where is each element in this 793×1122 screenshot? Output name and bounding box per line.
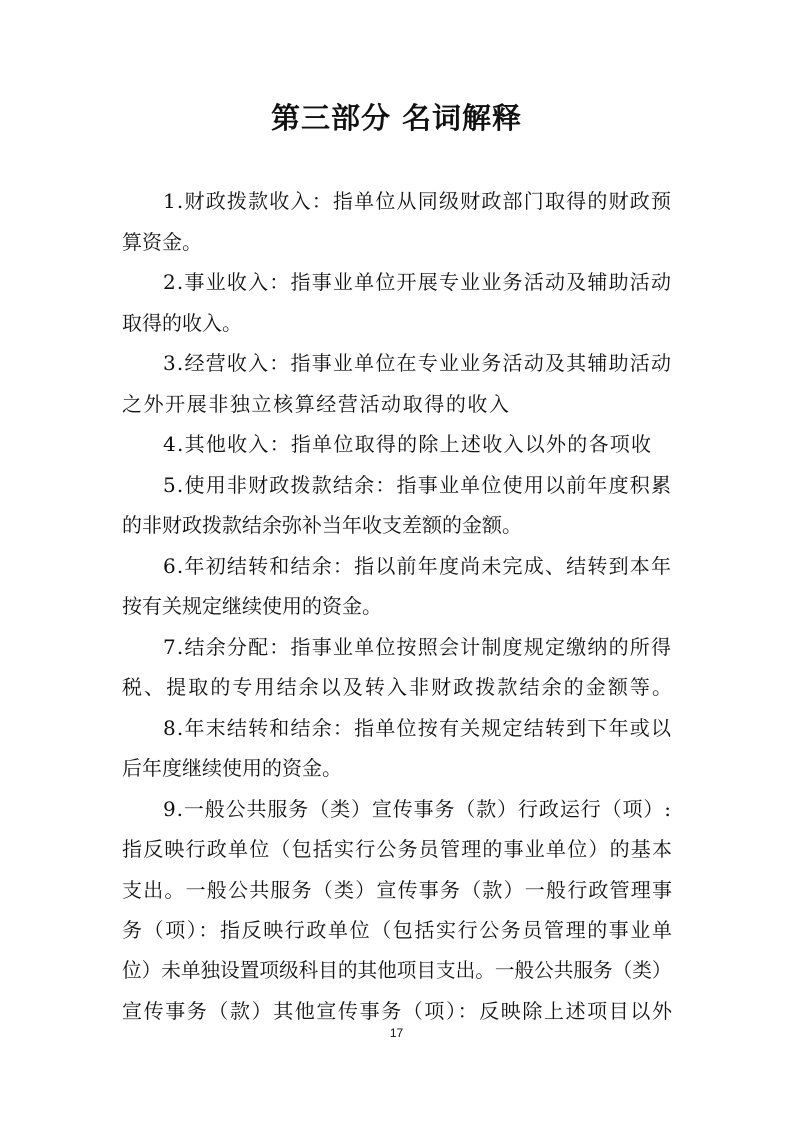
text-line: 7.结余分配：指事业单位按照会计制度规定缴纳的所得 — [163, 635, 673, 659]
text-line: 务（项）：指反映行政单位（包括实行公务员管理的事业单 — [122, 918, 674, 942]
text-line: 的非财政拨款结余弥补当年收支差额的金额。 — [122, 513, 522, 537]
text-line: 指反映行政单位（包括实行公务员管理的事业单位）的基本 — [122, 837, 674, 861]
page-title: 第三部分 名词解释 — [270, 101, 523, 135]
text-line: 支出。一般公共服务（类）宣传事务（款）一般行政管理事 — [122, 878, 674, 902]
page-number: 17 — [389, 1026, 404, 1040]
text-line: 后年度继续使用的资金。 — [122, 756, 342, 780]
text-line: 2.事业收入：指事业单位开展专业业务活动及辅助活动 — [163, 270, 673, 294]
text-line: 按有关规定继续使用的资金。 — [122, 594, 382, 618]
text-line: 取得的收入。 — [122, 311, 242, 335]
text-line: 5.使用非财政拨款结余：指事业单位使用以前年度积累 — [163, 473, 673, 497]
text-line: 4.其他收入：指单位取得的除上述收入以外的各项收 — [163, 432, 653, 456]
text-line: 8.年末结转和结余：指单位按有关规定结转到下年或以 — [163, 716, 673, 740]
text-line: 算资金。 — [122, 230, 202, 254]
text-line: 1.财政拨款收入：指单位从同级财政部门取得的财政预 — [163, 189, 673, 213]
text-line: 6.年初结转和结余：指以前年度尚未完成、结转到本年 — [163, 554, 673, 578]
text-line: 宣传事务（款）其他宣传事务（项）：反映除上述项目以外 — [122, 999, 674, 1023]
text-line: 9.一般公共服务（类）宣传事务（款）行政运行（项）: — [163, 797, 672, 821]
text-line: 税、提取的专用结余以及转入非财政拨款结余的金额等。 — [122, 675, 675, 699]
text-line: 位）未单独设置项级科目的其他项目支出。一般公共服务（类） — [122, 959, 672, 982]
text-line: 3.经营收入：指事业单位在专业业务活动及其辅助活动 — [163, 351, 673, 375]
text-line: 之外开展非独立核算经营活动取得的收入 — [122, 392, 511, 416]
